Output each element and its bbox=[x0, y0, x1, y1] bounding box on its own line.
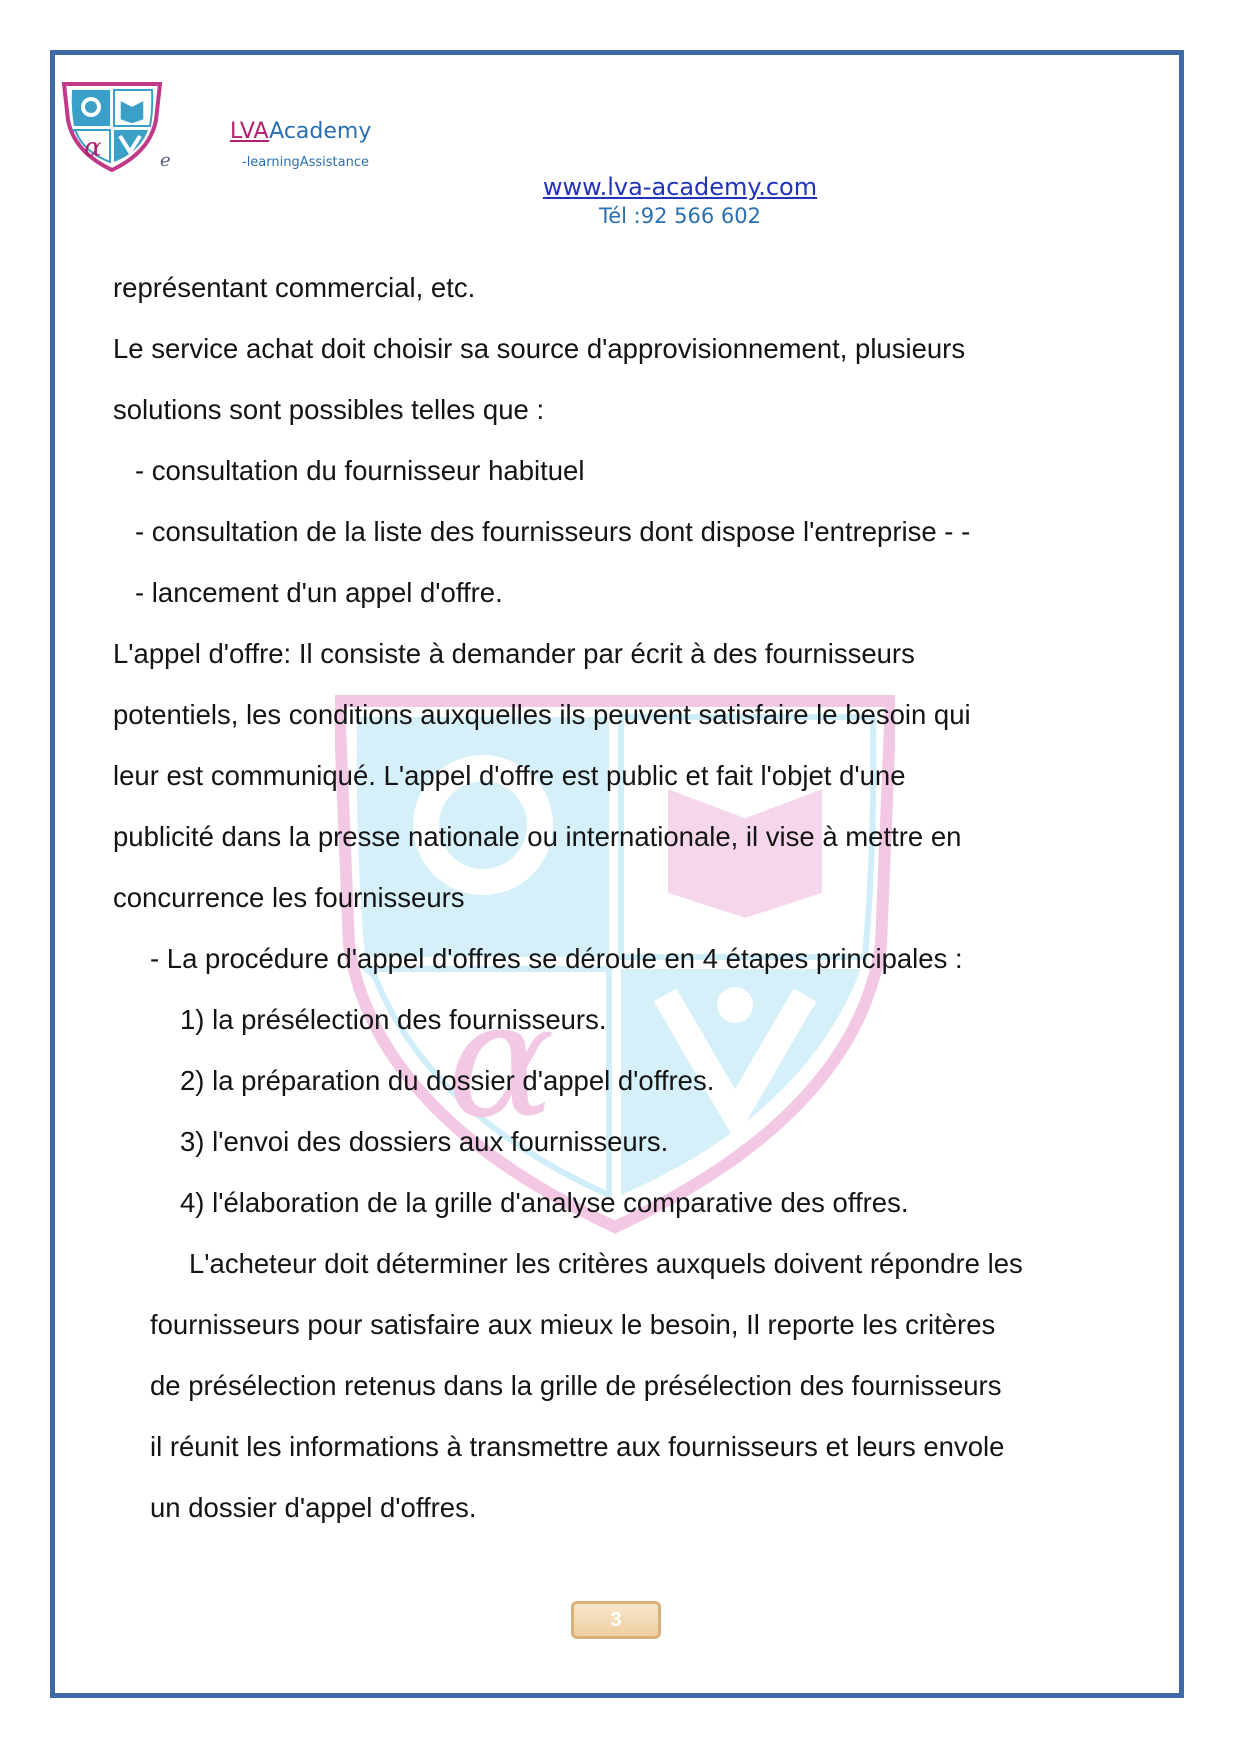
page-number: 3 bbox=[571, 1601, 661, 1639]
list-item: - La procédure d'appel d'offres se déroule en 4 étapes principales : bbox=[150, 943, 963, 974]
body-line: concurrence les fournisseurs bbox=[113, 882, 465, 913]
logo-letter: e bbox=[160, 150, 171, 171]
brand-lva: LVA bbox=[230, 119, 270, 144]
shield-logo-icon bbox=[58, 80, 166, 172]
list-item: 2) la préparation du dossier d'appel d'offres. bbox=[180, 1065, 715, 1096]
list-item: - consultation du fournisseur habituel bbox=[135, 455, 585, 486]
list-item: 1) la présélection des fournisseurs. bbox=[180, 1004, 607, 1035]
svg-text:α: α bbox=[447, 966, 556, 1153]
body-line: potentiels, les conditions auxquelles ils peuvent satisfaire le besoin qui bbox=[113, 699, 971, 730]
body-line: leur est communiqué. L'appel d'offre est public et fait l'objet d'une bbox=[113, 760, 906, 791]
body-line: Le service achat doit choisir sa source d'approvisionnement, plusieurs bbox=[113, 333, 966, 364]
list-item: - lancement d'un appel d'offre. bbox=[135, 577, 503, 608]
body-line: représentant commercial, etc. bbox=[113, 272, 476, 303]
brand-tagline: -learningAssistance bbox=[242, 155, 369, 170]
body-line: fournisseurs pour satisfaire aux mieux le besoin, Il reporte les critères bbox=[150, 1309, 996, 1340]
contact-block bbox=[480, 172, 880, 230]
list-item: - consultation de la liste des fournisseurs dont dispose l'entreprise - - bbox=[135, 516, 971, 547]
phone-number: Tél :92 566 602 bbox=[598, 204, 761, 228]
list-item: 3) l'envoi des dossiers aux fournisseurs. bbox=[180, 1126, 669, 1157]
body-line: il réunit les informations à transmettre aux fournisseurs et leurs envole bbox=[150, 1431, 1005, 1462]
body-line: solutions sont possibles telles que : bbox=[113, 394, 545, 425]
body-line: de présélection retenus dans la grille de présélection des fournisseurs bbox=[150, 1370, 1002, 1401]
brand-name bbox=[230, 120, 371, 144]
list-item: 4) l'élaboration de la grille d'analyse comparative des offres. bbox=[180, 1187, 909, 1218]
body-line: publicité dans la presse nationale ou internationale, il vise à mettre en bbox=[113, 821, 962, 852]
body-line: L'appel d'offre: Il consiste à demander par écrit à des fournisseurs bbox=[113, 638, 915, 669]
body-line: un dossier d'appel d'offres. bbox=[150, 1492, 477, 1523]
brand-academy: Academy bbox=[269, 119, 372, 144]
svg-text:α: α bbox=[84, 133, 102, 163]
body-line: L'acheteur doit déterminer les critères auxquels doivent répondre les bbox=[189, 1248, 1023, 1279]
website-link[interactable]: www.lva-academy.com bbox=[542, 173, 818, 201]
